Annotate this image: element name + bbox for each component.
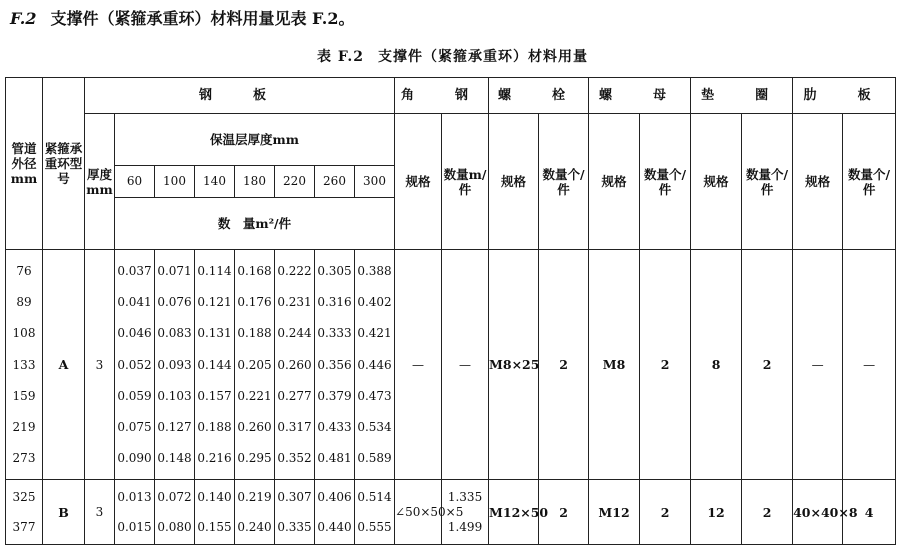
steel-quantity-cell: 0.240 <box>237 519 272 534</box>
table-caption-number: 表 F.2 <box>316 49 365 65</box>
steel-quantity-cell: 0.140 <box>197 489 232 504</box>
steel-quantity-cell: 0.333 <box>317 326 352 341</box>
pipe-od-list-a <box>6 250 43 480</box>
steel-quantity-cell: 0.440 <box>317 519 352 534</box>
steel-quantity-cell: 0.335 <box>277 519 312 534</box>
steel-quantity-cell: 0.114 <box>197 263 232 278</box>
bolt-qty-b: 2 <box>539 480 589 545</box>
table-caption-text: 支撑件（紧箍承重环）材料用量 <box>378 49 589 65</box>
insulation-thickness-cell: 300 <box>355 166 395 198</box>
steel-col-a <box>235 250 275 480</box>
steel-quantity-cell: 0.080 <box>157 519 192 534</box>
table-row-group-b <box>6 480 896 545</box>
header-angle-spec: 规格 <box>395 113 442 250</box>
steel-col-a <box>195 250 235 480</box>
steel-quantity-cell: 0.277 <box>277 388 312 403</box>
steel-quantity-cell: 0.555 <box>357 519 392 534</box>
steel-quantity-cell: 0.589 <box>357 451 392 466</box>
list-item: 219 <box>12 420 36 435</box>
steel-quantity-cell: 0.379 <box>317 388 352 403</box>
header-angle-qty: 数量m/件 <box>442 113 489 250</box>
steel-quantity-cell: 0.075 <box>117 420 152 435</box>
steel-quantity-cell: 0.013 <box>117 489 152 504</box>
steel-quantity-cell: 0.316 <box>317 295 352 310</box>
steel-quantity-cell: 0.473 <box>357 388 392 403</box>
header-bolt-spec: 规格 <box>489 113 539 250</box>
steel-col-b <box>275 480 315 545</box>
header-nut-spec: 规格 <box>589 113 640 250</box>
steel-quantity-cell: 0.244 <box>277 326 312 341</box>
steel-quantity-cell: 0.317 <box>277 420 312 435</box>
bolt-spec-a: M8×25 <box>489 250 539 480</box>
washer-spec-a: 8 <box>691 250 742 480</box>
insulation-thickness-cell: 260 <box>315 166 355 198</box>
thickness-a: 3 <box>85 250 115 480</box>
steel-quantity-cell: 0.090 <box>117 451 152 466</box>
steel-quantity-cell: 0.071 <box>157 263 192 278</box>
rib-qty-a: — <box>843 250 896 480</box>
steel-quantity-cell: 0.219 <box>237 489 272 504</box>
insulation-thickness-cell: 60 <box>115 166 155 198</box>
steel-quantity-cell: 0.307 <box>277 489 312 504</box>
header-rib: 肋 板 <box>793 78 896 114</box>
nut-qty-b: 2 <box>640 480 691 545</box>
steel-quantity-cell: 0.481 <box>317 451 352 466</box>
washer-qty-b: 2 <box>742 480 793 545</box>
header-bolt: 螺 栓 <box>489 78 589 114</box>
steel-quantity-cell: 0.352 <box>277 451 312 466</box>
list-item: 108 <box>12 326 36 341</box>
steel-quantity-cell: 0.144 <box>197 357 232 372</box>
header-pipe-od: 管道外径mm <box>6 78 43 250</box>
nut-qty-a: 2 <box>640 250 691 480</box>
steel-quantity-cell: 0.168 <box>237 263 272 278</box>
nut-spec-b: M12 <box>589 480 640 545</box>
header-bolt-qty: 数量个/件 <box>539 113 589 250</box>
list-item: 377 <box>12 519 36 534</box>
header-thickness: 厚度mm <box>85 113 115 250</box>
steel-quantity-cell: 0.260 <box>237 420 272 435</box>
angle-spec-b: ∠50×50×5 <box>395 480 442 545</box>
pipe-od-list-b <box>6 480 43 545</box>
washer-spec-b: 12 <box>691 480 742 545</box>
header-nut: 螺 母 <box>589 78 691 114</box>
steel-col-b <box>195 480 235 545</box>
steel-quantity-cell: 0.103 <box>157 388 192 403</box>
header-angle-steel: 角 钢 <box>395 78 489 114</box>
steel-quantity-cell: 0.083 <box>157 326 192 341</box>
list-item: 159 <box>12 388 36 403</box>
steel-quantity-cell: 0.260 <box>277 357 312 372</box>
list-item: 1.499 <box>447 519 483 534</box>
steel-col-a <box>355 250 395 480</box>
steel-col-b <box>315 480 355 545</box>
steel-quantity-cell: 0.514 <box>357 489 392 504</box>
steel-quantity-cell: 0.188 <box>197 420 232 435</box>
steel-col-a <box>315 250 355 480</box>
bolt-qty-a: 2 <box>539 250 589 480</box>
bolt-spec-b: M12×50 <box>489 480 539 545</box>
steel-quantity-cell: 0.037 <box>117 263 152 278</box>
insulation-thickness-cell: 180 <box>235 166 275 198</box>
list-item: 325 <box>12 489 36 504</box>
rib-spec-b: 40×40×8 <box>793 480 843 545</box>
header-rib-spec: 规格 <box>793 113 843 250</box>
steel-quantity-cell: 0.421 <box>357 326 392 341</box>
list-item: 89 <box>16 295 32 310</box>
header-washer-spec: 规格 <box>691 113 742 250</box>
steel-quantity-cell: 0.127 <box>157 420 192 435</box>
steel-quantity-cell: 0.433 <box>317 420 352 435</box>
list-item: 76 <box>16 263 32 278</box>
section-number: F.2 <box>10 9 37 28</box>
steel-quantity-cell: 0.052 <box>117 357 152 372</box>
steel-quantity-cell: 0.148 <box>157 451 192 466</box>
list-item: 133 <box>12 357 36 372</box>
steel-quantity-cell: 0.295 <box>237 451 272 466</box>
steel-quantity-cell: 0.093 <box>157 357 192 372</box>
thickness-b: 3 <box>85 480 115 545</box>
steel-col-b <box>115 480 155 545</box>
steel-quantity-cell: 0.402 <box>357 295 392 310</box>
steel-quantity-cell: 0.356 <box>317 357 352 372</box>
steel-quantity-cell: 0.015 <box>117 519 152 534</box>
steel-quantity-cell: 0.222 <box>277 263 312 278</box>
table-caption <box>0 46 905 66</box>
material-usage-table <box>5 77 896 545</box>
steel-quantity-cell: 0.072 <box>157 489 192 504</box>
steel-quantity-cell: 0.406 <box>317 489 352 504</box>
list-item: 273 <box>12 451 36 466</box>
steel-quantity-cell: 0.046 <box>117 326 152 341</box>
section-text: 支撑件（紧箍承重环）材料用量见表 F.2。 <box>50 9 355 28</box>
steel-col-b <box>235 480 275 545</box>
header-quantity-unit: 数 量m²/件 <box>115 198 395 250</box>
steel-quantity-cell: 0.221 <box>237 388 272 403</box>
ring-type-b: B <box>43 480 85 545</box>
section-heading <box>10 6 354 29</box>
header-rib-qty: 数量个/件 <box>843 113 896 250</box>
angle-spec-a: — <box>395 250 442 480</box>
list-item: 1.335 <box>447 489 483 504</box>
steel-col-a <box>115 250 155 480</box>
steel-quantity-cell: 0.155 <box>197 519 232 534</box>
insulation-thickness-cell: 140 <box>195 166 235 198</box>
angle-qty-a: — <box>442 250 489 480</box>
steel-quantity-cell: 0.188 <box>237 326 272 341</box>
header-nut-qty: 数量个/件 <box>640 113 691 250</box>
header-washer-qty: 数量个/件 <box>742 113 793 250</box>
header-steel-plate: 钢 板 <box>85 78 395 114</box>
steel-quantity-cell: 0.176 <box>237 295 272 310</box>
steel-quantity-cell: 0.446 <box>357 357 392 372</box>
steel-quantity-cell: 0.131 <box>197 326 232 341</box>
insulation-thickness-cell: 220 <box>275 166 315 198</box>
steel-col-b <box>355 480 395 545</box>
ring-type-a: A <box>43 250 85 480</box>
steel-quantity-cell: 0.076 <box>157 295 192 310</box>
steel-quantity-cell: 0.388 <box>357 263 392 278</box>
insulation-thickness-cell: 100 <box>155 166 195 198</box>
steel-col-b <box>155 480 195 545</box>
steel-quantity-cell: 0.059 <box>117 388 152 403</box>
steel-col-a <box>275 250 315 480</box>
header-ring-type: 紧箍承重环型号 <box>43 78 85 250</box>
steel-quantity-cell: 0.041 <box>117 295 152 310</box>
steel-quantity-cell: 0.121 <box>197 295 232 310</box>
rib-qty-b: 4 <box>843 480 896 545</box>
nut-spec-a: M8 <box>589 250 640 480</box>
header-insulation-thickness: 保温层厚度mm <box>115 113 395 165</box>
header-washer: 垫 圈 <box>691 78 793 114</box>
steel-quantity-cell: 0.205 <box>237 357 272 372</box>
steel-quantity-cell: 0.534 <box>357 420 392 435</box>
steel-col-a <box>155 250 195 480</box>
rib-spec-a: — <box>793 250 843 480</box>
steel-quantity-cell: 0.231 <box>277 295 312 310</box>
steel-quantity-cell: 0.157 <box>197 388 232 403</box>
washer-qty-a: 2 <box>742 250 793 480</box>
table-row-group-a <box>6 250 896 480</box>
steel-quantity-cell: 0.305 <box>317 263 352 278</box>
steel-quantity-cell: 0.216 <box>197 451 232 466</box>
